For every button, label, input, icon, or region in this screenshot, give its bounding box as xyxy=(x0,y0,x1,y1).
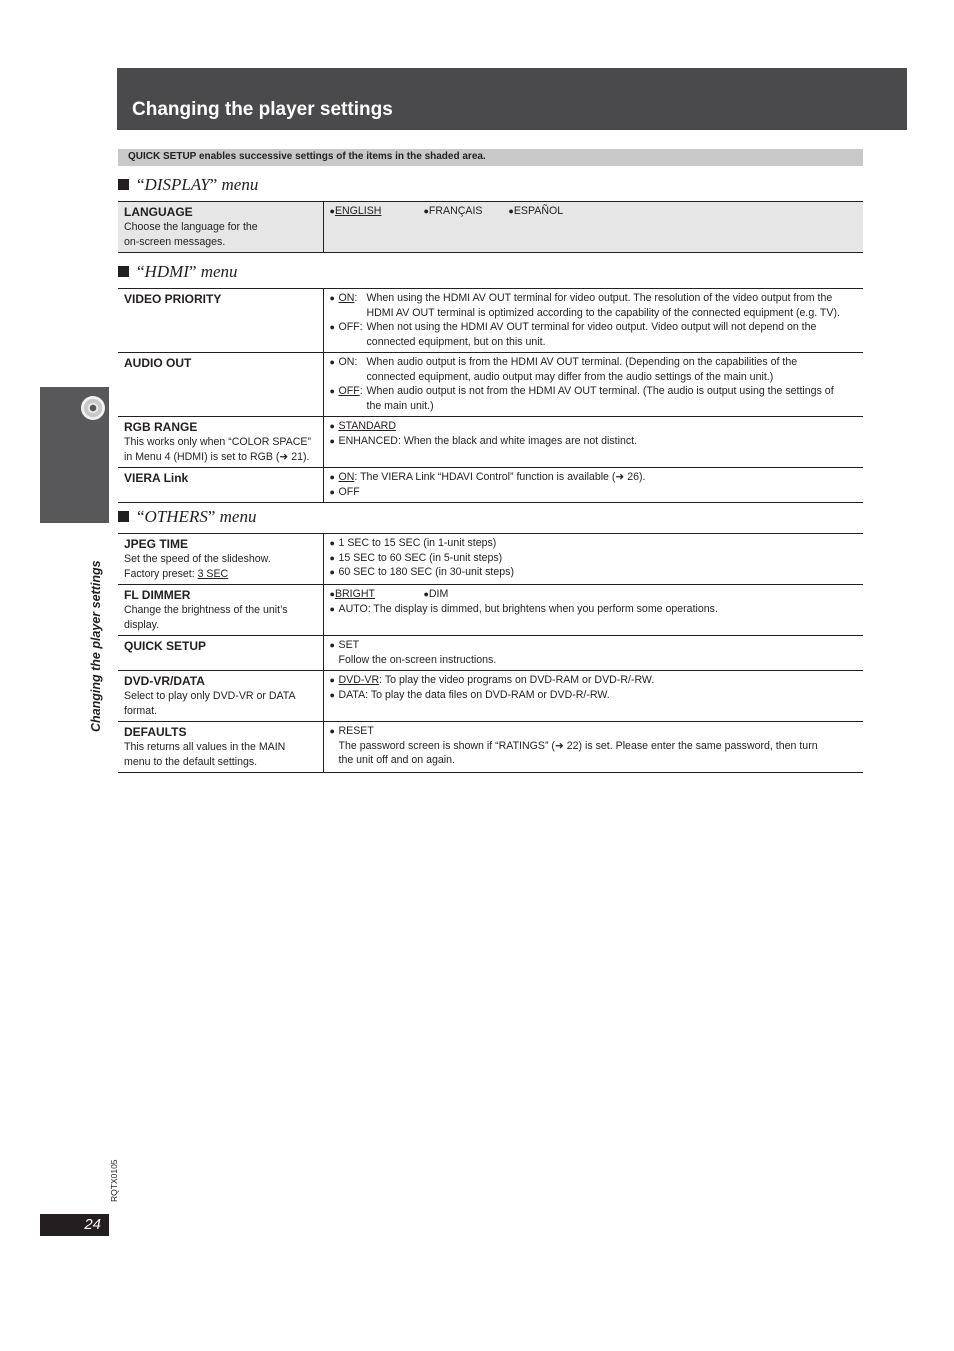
option-data[interactable]: ● DATA: To play the data files on DVD-RAM or DVD-R/-RW. xyxy=(329,688,610,701)
setting-name: LANGUAGE xyxy=(124,205,193,219)
setting-name: DVD-VR/DATA xyxy=(124,674,205,688)
setting-options-cell xyxy=(323,722,863,773)
option-note: Follow the on-screen instructions. xyxy=(338,653,497,666)
quick-setup-note: QUICK SETUP enables successive settings of the items in the shaded area. xyxy=(118,149,863,166)
option-60-180-sec[interactable]: ● 60 SEC to 180 SEC (in 30-unit steps) xyxy=(329,566,514,578)
page-number-box xyxy=(40,1214,109,1236)
page-number: 24 xyxy=(84,1216,101,1233)
table-row xyxy=(118,468,863,503)
setting-name-cell xyxy=(118,353,323,417)
document-code: RQTX0105 xyxy=(109,1159,119,1202)
setting-options-cell xyxy=(323,534,863,585)
setting-name-cell xyxy=(118,671,323,722)
setting-name: AUDIO OUT xyxy=(124,356,192,370)
setting-name-cell xyxy=(118,417,323,468)
table-row xyxy=(118,722,863,773)
others-menu-table xyxy=(118,533,863,773)
table-row xyxy=(118,585,863,636)
setting-description: format. xyxy=(124,704,157,717)
option-on[interactable]: ● ON: The VIERA Link “HDAVI Control” function is available (➜ 26). xyxy=(329,471,646,483)
table-row xyxy=(118,289,863,353)
option-francais[interactable]: ●FRANÇAIS xyxy=(423,205,483,217)
side-section-label: Changing the player settings xyxy=(89,560,103,732)
setting-description: Set the speed of the slideshow. xyxy=(124,553,271,565)
setting-options-cell xyxy=(323,468,863,503)
setting-options-cell xyxy=(323,289,863,353)
hdmi-menu-heading: “HDMI” menu xyxy=(118,262,238,282)
setting-options-cell xyxy=(323,202,863,253)
setting-description: Select to play only DVD-VR or DATA xyxy=(124,690,296,702)
option-set[interactable]: ● SET xyxy=(329,639,360,651)
table-row xyxy=(118,671,863,722)
setting-options-cell xyxy=(323,636,863,671)
setting-name: RGB RANGE xyxy=(124,420,198,434)
setting-name-cell xyxy=(118,202,323,253)
table-row xyxy=(118,202,863,253)
option-on[interactable]: ● ON: When using the HDMI AV OUT terminal for video output. The resolution of the video output from the HDMI AV OUT terminal is optimized according to the capability of the connected equipment (e.g. TV). xyxy=(329,292,840,319)
setting-name-cell xyxy=(118,585,323,636)
setting-name-cell xyxy=(118,636,323,671)
display-menu-heading: “DISPLAY” menu xyxy=(118,175,258,195)
table-row xyxy=(118,636,863,671)
setting-description: display. xyxy=(124,618,160,631)
setting-name: VIDEO PRIORITY xyxy=(124,292,222,306)
others-menu-heading: “OTHERS” menu xyxy=(118,507,256,527)
option-reset[interactable]: ● RESET xyxy=(329,725,374,737)
setting-description: Choose the language for the xyxy=(124,221,258,233)
setting-options-cell xyxy=(323,417,863,468)
table-row xyxy=(118,417,863,468)
option-off[interactable]: ● OFF xyxy=(329,485,360,498)
setting-name: VIERA Link xyxy=(124,471,189,485)
option-on[interactable]: ● ON: When audio output is from the HDMI AV OUT terminal. (Depending on the capabilities of the connected equipment, audio output may differ from the audio settings of the main unit.) xyxy=(329,356,798,383)
side-tab xyxy=(40,387,109,523)
setting-description: on-screen messages. xyxy=(124,235,226,248)
setting-options-cell xyxy=(323,353,863,417)
hdmi-menu-table xyxy=(118,288,863,503)
setting-name: QUICK SETUP xyxy=(124,639,207,653)
setting-name-cell xyxy=(118,722,323,773)
setting-description: This returns all values in the MAIN xyxy=(124,741,286,753)
option-standard[interactable]: ● STANDARD xyxy=(329,420,396,432)
setting-name-cell xyxy=(118,468,323,503)
option-dim[interactable]: ●DIM xyxy=(423,588,449,600)
setting-name-cell xyxy=(118,289,323,353)
table-row xyxy=(118,353,863,417)
disc-icon xyxy=(78,393,109,424)
setting-description: This works only when “COLOR SPACE” xyxy=(124,436,312,448)
setting-description: Factory preset: 3 SEC xyxy=(124,567,229,580)
option-15-60-sec[interactable]: ● 15 SEC to 60 SEC (in 5-unit steps) xyxy=(329,551,503,564)
option-1-15-sec[interactable]: ● 1 SEC to 15 SEC (in 1-unit steps) xyxy=(329,537,497,549)
option-note: the unit off and on again. xyxy=(338,754,455,766)
setting-description: Change the brightness of the unit’s xyxy=(124,604,288,616)
option-auto[interactable]: ● AUTO: The display is dimmed, but brightens when you perform some operations. xyxy=(329,602,718,615)
setting-name: FL DIMMER xyxy=(124,588,191,602)
option-english[interactable]: ●ENGLISH xyxy=(329,205,382,217)
option-off[interactable]: ● OFF: When not using the HDMI AV OUT terminal for video output. Video output will not depend on the connected equipment, but on this unit. xyxy=(329,321,817,348)
option-bright[interactable]: ●BRIGHT xyxy=(329,588,375,600)
option-off[interactable]: ● OFF: When audio output is not from the HDMI AV OUT terminal. (The audio is output using the settings of the main unit.) xyxy=(329,385,834,412)
option-espanol[interactable]: ●ESPAÑOL xyxy=(508,205,564,217)
square-bullet-icon xyxy=(118,266,129,277)
setting-options-cell xyxy=(323,585,863,636)
option-dvd-vr[interactable]: ● DVD-VR: To play the video programs on DVD-RAM or DVD-R/-RW. xyxy=(329,674,655,686)
setting-name: DEFAULTS xyxy=(124,725,187,739)
header-bar xyxy=(117,68,907,130)
setting-name-cell xyxy=(118,534,323,585)
option-enhanced[interactable]: ● ENHANCED: When the black and white images are not distinct. xyxy=(329,434,638,447)
square-bullet-icon xyxy=(118,179,129,190)
page-title: Changing the player settings xyxy=(132,99,393,120)
table-row xyxy=(118,534,863,585)
setting-name: JPEG TIME xyxy=(124,537,189,551)
setting-options-cell xyxy=(323,671,863,722)
display-menu-table xyxy=(118,201,863,253)
option-note: The password screen is shown if “RATINGS” (➜ 22) is set. Please enter the same password, then turn xyxy=(338,739,818,752)
setting-description: menu to the default settings. xyxy=(124,755,258,768)
setting-description: in Menu 4 (HDMI) is set to RGB (➜ 21). xyxy=(124,450,310,463)
square-bullet-icon xyxy=(118,511,129,522)
